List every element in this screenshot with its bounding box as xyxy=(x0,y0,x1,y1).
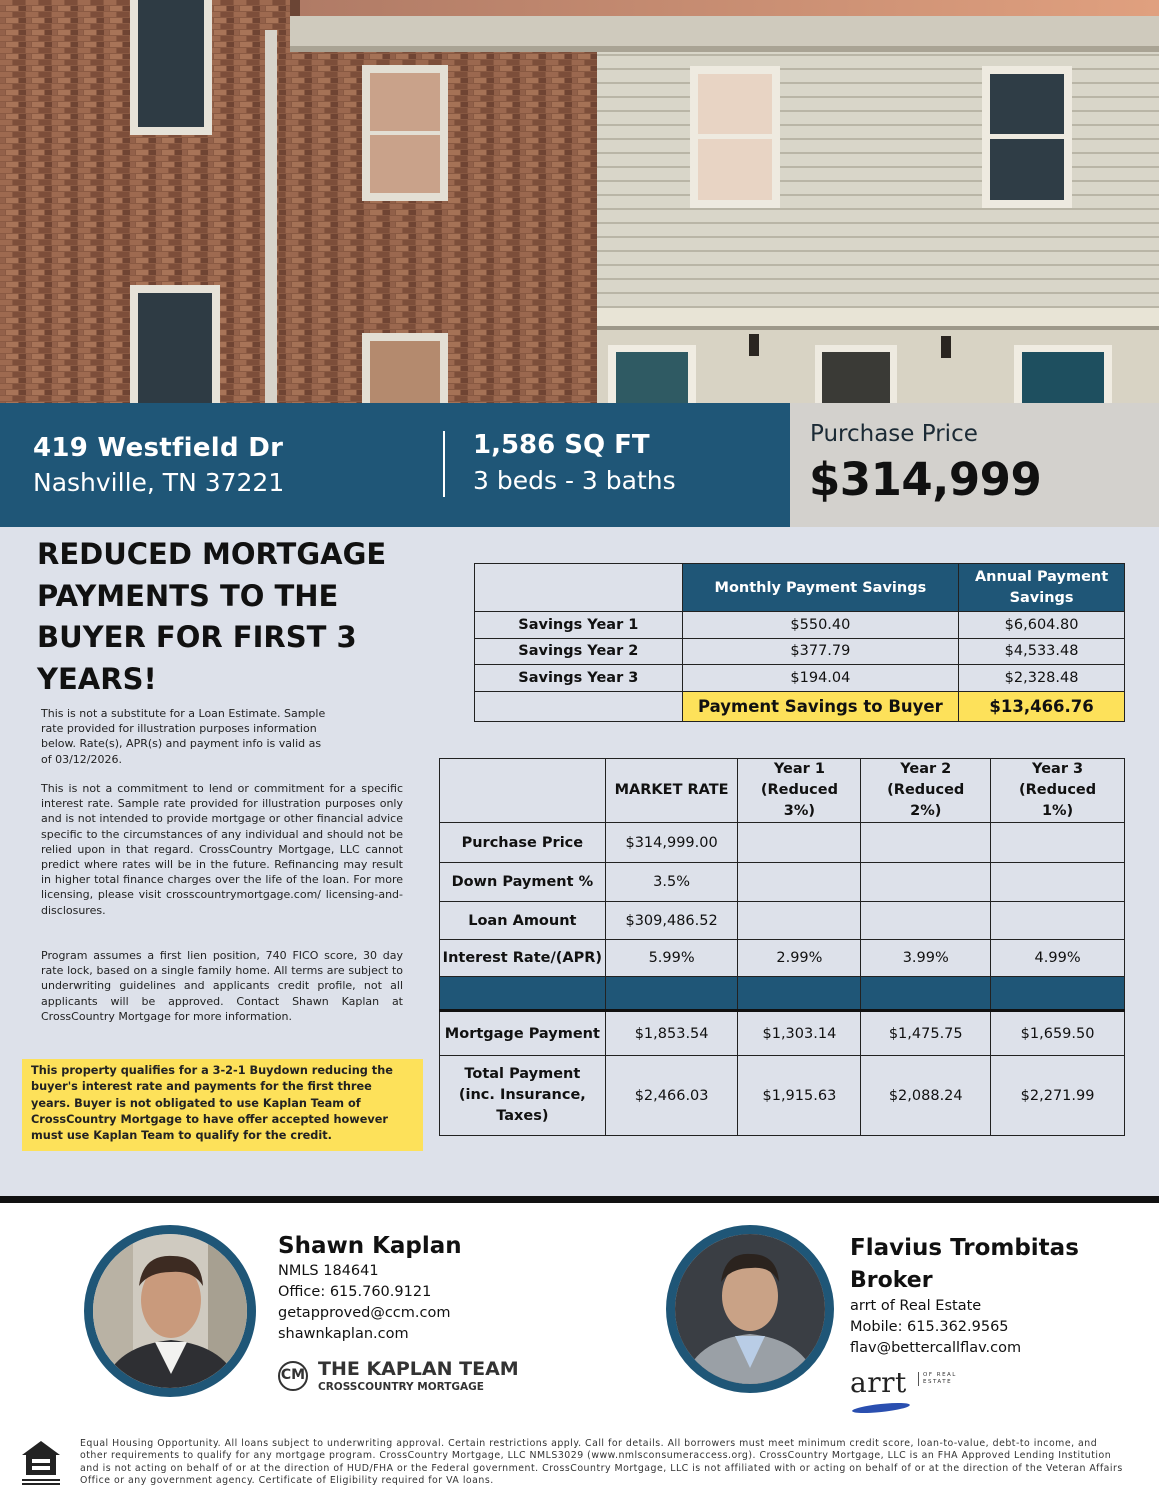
house-exterior-image xyxy=(0,0,1159,403)
blue-separator-row xyxy=(440,977,1125,1011)
separator-cell xyxy=(991,977,1125,1011)
cell-value: 5.99% xyxy=(605,940,738,977)
agent-photo-flavius xyxy=(675,1234,825,1384)
cell-value: $1,475.75 xyxy=(861,1011,991,1056)
square-footage: 1,586 SQ FT xyxy=(473,430,650,460)
cell-value xyxy=(861,863,991,902)
annual-savings-header: Annual Payment Savings xyxy=(959,564,1125,612)
savings-total-row xyxy=(475,691,1125,721)
kaplan-team-title: THE KAPLAN TEAM xyxy=(318,1358,519,1380)
row-label: Total Payment (inc. Insurance, Taxes) xyxy=(440,1056,606,1136)
row-label: Savings Year 3 xyxy=(475,665,683,692)
address-street: 419 Westfield Dr xyxy=(33,433,284,463)
property-photo xyxy=(0,0,1159,403)
kaplan-team-subtitle: CROSSCOUNTRY MORTGAGE xyxy=(318,1381,484,1393)
cell-value xyxy=(738,863,861,902)
address-panel xyxy=(0,403,790,527)
row-label: Purchase Price xyxy=(440,823,606,863)
cell-value: 3.99% xyxy=(861,940,991,977)
address-city: Nashville, TN 37221 xyxy=(33,468,285,497)
agent2-email[interactable]: flav@bettercallflav.com xyxy=(850,1340,1022,1356)
cell-value: $314,999.00 xyxy=(605,823,738,863)
avatar xyxy=(666,1225,834,1393)
arrt-logo xyxy=(850,1366,957,1399)
avatar xyxy=(84,1225,256,1397)
agent-photo-shawn xyxy=(93,1234,247,1388)
cell-value xyxy=(738,902,861,940)
cell-value: $309,486.52 xyxy=(605,902,738,940)
monthly-value: $377.79 xyxy=(682,638,959,665)
total-savings-label: Payment Savings to Buyer xyxy=(682,691,959,721)
arrt-logo-subtext: OF REAL ESTATE xyxy=(918,1372,958,1386)
cell-value xyxy=(861,823,991,863)
cell-value: 4.99% xyxy=(991,940,1125,977)
table-row xyxy=(440,1011,1125,1056)
rate-comparison-table xyxy=(439,758,1125,1136)
agent1-website[interactable]: shawnkaplan.com xyxy=(278,1326,409,1342)
cm-logo-icon: CM xyxy=(278,1361,308,1391)
separator-cell xyxy=(440,977,606,1011)
purchase-price-value: $314,999 xyxy=(809,453,1042,506)
agent2-name: Flavius Trombitas xyxy=(850,1235,1079,1261)
arrt-logo-text: arrt xyxy=(850,1366,907,1399)
table-row xyxy=(440,902,1125,940)
separator-cell xyxy=(861,977,991,1011)
band-divider xyxy=(443,431,445,497)
separator-cell xyxy=(605,977,738,1011)
rate-header-row xyxy=(440,759,1125,823)
buydown-note: This property qualifies for a 3-2-1 Buydown reducing the buyer's interest rate and payments for the first three years. Buyer is not obligated to use Kaplan Team of CrossCountry Mortgage to have offer accepted however must use Kaplan Team to qualify for the credit. xyxy=(22,1059,423,1151)
table-row xyxy=(475,638,1125,665)
disclaimer-loan-estimate: This is not a substitute for a Loan Estimate. Sample rate provided for illustration purposes information below. Rate(s), APR(s) and payment info is valid as of 03/12/2026. xyxy=(41,707,326,766)
headline: REDUCED MORTGAGE PAYMENTS TO THE BUYER FOR FIRST 3 YEARS! xyxy=(37,537,387,696)
agent2-mobile: Mobile: 615.362.9565 xyxy=(850,1319,1009,1335)
cell-value: $1,659.50 xyxy=(991,1011,1125,1056)
row-label: Savings Year 1 xyxy=(475,612,683,639)
table-row xyxy=(440,823,1125,863)
table-row xyxy=(440,940,1125,977)
cell-value: $2,271.99 xyxy=(991,1056,1125,1136)
cell-value xyxy=(861,902,991,940)
annual-value: $6,604.80 xyxy=(959,612,1125,639)
cell-value: $1,915.63 xyxy=(738,1056,861,1136)
cell-value: $2,466.03 xyxy=(605,1056,738,1136)
beds-baths: 3 beds - 3 baths xyxy=(473,466,676,495)
year3-header: Year 3 (Reduced 1%) xyxy=(991,759,1125,823)
table-row xyxy=(440,863,1125,902)
empty-header-cell xyxy=(440,759,606,823)
row-label: Down Payment % xyxy=(440,863,606,902)
agent1-name: Shawn Kaplan xyxy=(278,1233,462,1259)
year2-header: Year 2 (Reduced 2%) xyxy=(861,759,991,823)
empty-header-cell xyxy=(475,564,683,612)
cell-value: 2.99% xyxy=(738,940,861,977)
separator-cell xyxy=(738,977,861,1011)
row-label: Savings Year 2 xyxy=(475,638,683,665)
monthly-value: $194.04 xyxy=(682,665,959,692)
annual-value: $2,328.48 xyxy=(959,665,1125,692)
row-label: Loan Amount xyxy=(440,902,606,940)
agent1-email[interactable]: getapproved@ccm.com xyxy=(278,1305,451,1321)
arrt-swoosh-icon xyxy=(852,1401,911,1415)
equal-housing-icon xyxy=(20,1439,62,1487)
market-rate-header: MARKET RATE xyxy=(605,759,738,823)
table-row xyxy=(475,612,1125,639)
cell-value xyxy=(991,902,1125,940)
cell-value xyxy=(738,823,861,863)
total-savings-value: $13,466.76 xyxy=(959,691,1125,721)
cell-value xyxy=(991,863,1125,902)
monthly-savings-header: Monthly Payment Savings xyxy=(682,564,959,612)
purchase-price-label: Purchase Price xyxy=(810,421,978,447)
agent1-nmls: NMLS 184641 xyxy=(278,1263,379,1279)
footer-divider xyxy=(0,1196,1159,1203)
cell-value: $2,088.24 xyxy=(861,1056,991,1136)
legal-disclaimer: Equal Housing Opportunity. All loans subject to underwriting approval. Certain restrictions apply. Call for details. All borrowers must meet minimum credit score, loan-to-value, debt-to income, and other requirements to qualify for any mortgage program. CrossCountry Mortgage, LLC NMLS3029 (www.nmlsconsumeraccess.org). CrossCountry Mortgage, LLC is an FHA Approved Lending Institution and is not acting on behalf of or at the direction of HUD/FHA or the Federal government. CrossCountry Mortgage, LLC is not affiliated with or acting on behalf of or at the direction of the Veteran Affairs Office or any government agency. Certificate of Eligibility required for VA loans. xyxy=(80,1438,1123,1486)
disclaimer-program: Program assumes a first lien position, 740 FICO score, 30 day rate lock, based on a single family home. All terms are subject to underwriting guidelines and applicants credit profile, not all applicants will be approved. Contact Shawn Kaplan at CrossCountry Mortgage for more information. xyxy=(41,949,403,1023)
annual-value: $4,533.48 xyxy=(959,638,1125,665)
savings-table xyxy=(474,563,1125,722)
agent-footer xyxy=(0,1203,1159,1500)
cell-value: 3.5% xyxy=(605,863,738,902)
row-label: Interest Rate/(APR) xyxy=(440,940,606,977)
table-row xyxy=(440,1056,1125,1136)
agent2-role: Broker xyxy=(850,1268,933,1293)
agent1-office: Office: 615.760.9121 xyxy=(278,1284,432,1300)
cell-value: $1,853.54 xyxy=(605,1011,738,1056)
empty-cell xyxy=(475,691,683,721)
cell-value: $1,303.14 xyxy=(738,1011,861,1056)
price-panel xyxy=(790,403,1159,527)
monthly-value: $550.40 xyxy=(682,612,959,639)
year1-header: Year 1 (Reduced 3%) xyxy=(738,759,861,823)
property-info-band xyxy=(0,403,1159,527)
table-row xyxy=(475,665,1125,692)
agent2-company: arrt of Real Estate xyxy=(850,1298,982,1314)
row-label: Mortgage Payment xyxy=(440,1011,606,1056)
cell-value xyxy=(991,823,1125,863)
savings-header-row xyxy=(475,564,1125,612)
disclaimer-commitment: This is not a commitment to lend or commitment for a specific interest rate. Sample rate provided for illustration purposes only and is not intended to provide mortgage or other financial advice specific to the circumstances of any individual and should not be relied upon in that regard. CrossCountry Mortgage, LLC cannot predict where rates will be in the future. Refinancing may result in higher total finance charges over the life of the loan. For more licensing, please visit crosscountrymortgage.com/ licensing-and-disclosures. xyxy=(41,782,403,917)
